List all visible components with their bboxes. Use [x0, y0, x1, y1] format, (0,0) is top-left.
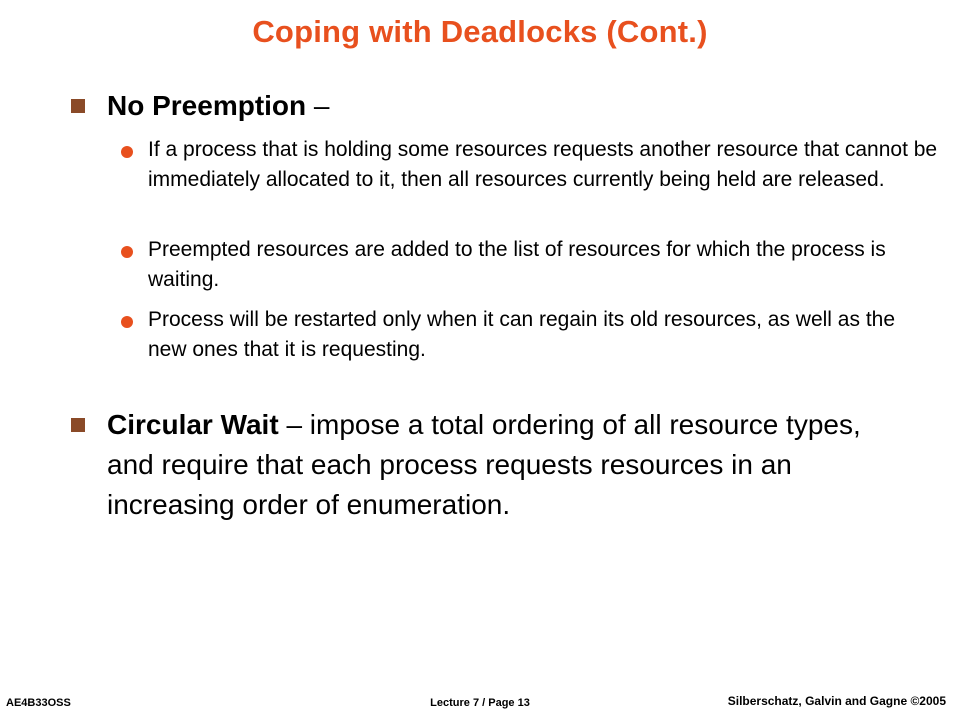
subbullet-process-restart: Process will be restarted only when it can regain its old resources, as well as the new ones that it is requesting.	[148, 308, 896, 361]
footer-copyright: Silberschatz, Galvin and Gagne ©2005	[727, 694, 946, 708]
bullet-text: – impose a total ordering of all resource types, and require that each process requests resources in an increasing order of enumeration.	[107, 409, 861, 520]
square-bullet-icon	[71, 418, 85, 432]
round-bullet-icon	[121, 246, 133, 258]
bullet-dash: –	[306, 90, 330, 121]
bullet-no-preemption	[107, 86, 330, 126]
slide-title: Coping with Deadlocks (Cont.)	[252, 14, 708, 49]
square-bullet-icon	[71, 99, 85, 113]
footer-page: Lecture 7 / Page 13	[430, 697, 530, 709]
bullet-heading: Circular Wait	[107, 409, 279, 440]
round-bullet-icon	[121, 146, 133, 158]
bullet-circular-wait	[107, 405, 907, 525]
subbullet-preempted-resources: Preempted resources are added to the list of resources for which the process is waiting.	[148, 238, 886, 291]
footer-course: AE4B33OSS	[6, 697, 71, 709]
bullet-heading: No Preemption	[107, 90, 307, 121]
round-bullet-icon	[121, 316, 133, 328]
subbullet-release-resources: If a process that is holding some resources requests another resource that cannot be immediately allocated to it, then all resources currently being held are released.	[148, 138, 938, 191]
